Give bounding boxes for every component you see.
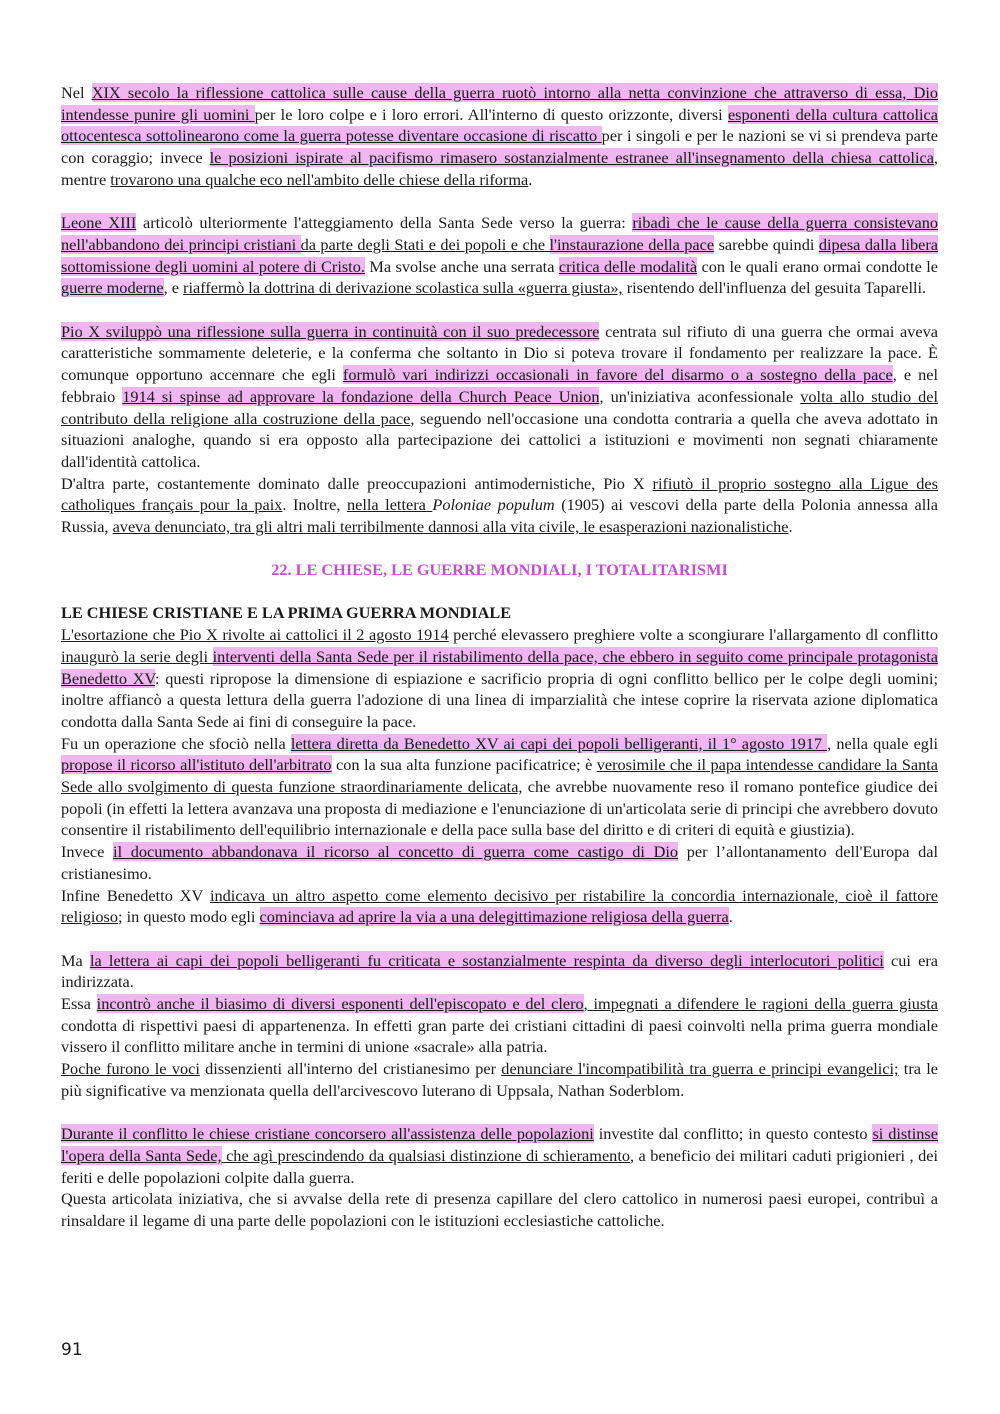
highlighted-underlined-text: formulò vari indirizzi occasionali in favore del disarmo o a sostegno della pace — [342, 365, 893, 385]
highlighted-underlined-text: interventi della Santa Sede per il ristabilimento della pace, che ebbero in seguito come principale protagonista Benedetto XV — [61, 646, 938, 688]
paragraph-iniziativa: Questa articolata iniziativa, che si avvalse della rete di presenza capillare del clero cattolico in numerosi paesi europei, contribuì a rinsaldare il legame di una parte delle popolazioni con le istituzioni ecclesiastiche cattoliche. — [61, 1189, 938, 1231]
paragraph-biasimo: Essa incontrò anche il biasimo di diversi esponenti dell'episcopato e del clero, impegnati a difendere le ragioni della guerra giusta condotta di rispettivi paesi di appartenenza. In effetti gran parte dei cristiani cittadini di paesi coinvolti nella prima guerra mondiale vissero il conflitto militare anche in termini di unione «sacrale» alla patria. — [61, 994, 938, 1057]
italic-text: Poloniae populum — [432, 495, 555, 515]
highlighted-underlined-text: esponenti della cultura cattolica ottocentesca sottolinearono come la guerra potesse diventare occasione di riscatto — [61, 104, 939, 146]
underlined-text: , impegnati a difendere le ragioni della guerra giusta — [583, 994, 938, 1014]
highlighted-underlined-text: l'instaurazione della pace — [549, 234, 715, 254]
paragraph-voci-dissenzienti: Poche furono le voci dissenzienti all'interno del cristianesimo per denunciare l'incompatibilità tra guerra e principi evangelici; tra le più significative va menzionata quella dell'arcivescovo luterano di Uppsala, Nathan Soderblom. — [61, 1059, 939, 1100]
highlighted-underlined-text: propose il ricorso all'istituto dell'arbitrato — [61, 755, 332, 775]
highlighted-underlined-text: la lettera ai capi dei popoli belligeranti fu criticata e sostanzialmente respinta da diverso degli interlocutori politici — [89, 950, 884, 970]
highlighted-underlined-text: critica delle modalità — [558, 256, 698, 276]
paragraph-esortazione: L'esortazione che Pio X rivolte ai cattolici il 2 agosto 1914 perché elevassero preghiere volte a scongiurare l'allargamento dl conflitto inaugurò la serie degli interventi della Santa Sede per il ristabilimento della pace, che ebbero in seguito come principale protagonista Benedetto XV: questi ripropose la dimensione di espiazione e sacrificio propria di ogni conflitto bellico per le colpe degli uomini; inoltre affiancò a questa lettura della guerra l'adozione di una linea di imparzialità che intese coprire la riservata azione diplomatica condotta dalla Santa Sede ai fini di conseguire la pace. — [61, 625, 938, 731]
paragraph-xix-century: Nel XIX secolo la riflessione cattolica sulle cause della guerra ruotò intorno alla netta convinzione che attraverso di essa, Dio intendesse punire gli uomini per le loro colpe e i loro errori. All'interno di questo orizzonte, diversi esponenti della cultura cattolica ottocentesca sottolinearono come la guerra potesse diventare occasione di riscatto per i singoli e per le nazioni se vi si prendeva parte con coraggio; invece le posizioni ispirate al pacifismo rimasero sostanzialmente estranee all'insegnamento della chiesa cattolica, mentre trovarono una qualche eco nell'ambito delle chiese della riforma. — [61, 83, 939, 189]
highlighted-underlined-text: lettera diretta da Benedetto XV ai capi dei popoli belligeranti, il 1° agosto 1917 — [290, 733, 828, 753]
underlined-text: rifiutò il proprio sostegno alla Ligue des catholiques français pour la paix — [61, 473, 938, 515]
highlighted-underlined-text: le posizioni ispirate al pacifismo rimasero sostanzialmente estranee all'insegnamento della chiesa cattolica — [209, 148, 934, 168]
underlined-text: riaffermò la dottrina di derivazione scolastica sulla «guerra giusta», — [183, 278, 623, 298]
underlined-text: aveva denunciato, tra gli altri mali terribilmente dannosi alla vita civile, le esasperazioni nazionalistiche — [112, 517, 789, 537]
paragraph-lettera-respinta: Ma la lettera ai capi dei popoli belligeranti fu criticata e sostanzialmente respinta da diverso degli interlocutori politici cui era indirizzata. — [61, 950, 938, 992]
highlighted-underlined-text: cominciava ad aprire la via a una delegittimazione religiosa della guerra — [259, 907, 729, 927]
highlighted-underlined-text: Durante il conflitto le chiese cristiane concorsero all'assistenza delle popolazioni — [61, 1124, 594, 1144]
underlined-text: inaugurò la serie degli — [61, 646, 213, 666]
paragraph-assistenza: Durante il conflitto le chiese cristiane concorsero all'assistenza delle popolazioni investite dal conflitto; in questo contesto si distinse l'opera della Santa Sede, che agì prescindendo da qualsiasi distinzione di schieramento, a beneficio dei militari caduti prigionieri , dei feriti e delle popolazioni colpite dalla guerra. — [61, 1124, 938, 1187]
underlined-text: Poche furono le voci — [61, 1059, 200, 1079]
underlined-text: che agì prescindendo da qualsiasi distinzione di schieramento — [221, 1145, 630, 1165]
highlighted-underlined-text: si distinse l'opera della Santa Sede, — [61, 1124, 938, 1165]
paragraph-fattore-religioso: Infine Benedetto XV indicava un altro aspetto come elemento decisivo per ristabilire la concordia internazionale, cioè il fattore religioso; in questo modo egli cominciava ad aprire la via a una delegittimazione religiosa della guerra. — [61, 885, 938, 927]
underlined-text: nella lettera — [347, 495, 433, 515]
highlighted-underlined-text: XIX secolo la riflessione cattolica sulle cause della guerra ruotò intorno alla netta convinzione che attraverso di essa, Dio intendesse punire gli uomini — [61, 83, 938, 124]
underlined-text: verosimile che il papa intendesse candidare la Santa Sede allo svolgimento di questa funzione straordinariamente delicata, — [61, 755, 939, 797]
page-number: 91 — [61, 1340, 83, 1360]
underlined-text: trovarono una qualche eco nell'ambito delle chiese della riforma — [110, 169, 529, 189]
document-body — [61, 82, 938, 1232]
paragraph-leone-xiii: Leone XIII articolò ulteriormente l'atteggiamento della Santa Sede verso la guerra: ribadì che le cause della guerra consistevano nell'abbandono dei principi cristiani da parte degli Stati e dei popoli e che l'instaurazione della pace sarebbe quindi dipesa dalla libera sottomissione degli uomini al potere di Cristo. Ma svolse anche una serrata critica delle modalità con le quali erano ormai condotte le guerre moderne, e riaffermò la dottrina di derivazione scolastica sulla «guerra giusta», risentendo dell'influenza del gesuita Taparelli. — [61, 213, 939, 298]
highlighted-underlined-text: dipesa dalla libera sottomissione degli uomini al potere di Cristo. — [61, 234, 939, 276]
highlighted-underlined-text: il documento abbandonava il ricorso al concetto di guerra come castigo di Dio — [113, 842, 679, 862]
paragraph-lettera-1917: Fu un operazione che sfociò nella lettera diretta da Benedetto XV ai capi dei popoli belligeranti, il 1° agosto 1917 , nella quale egli propose il ricorso all'istituto dell'arbitrato con la sua alta funzione pacificatrice; è verosimile che il papa intendesse candidare la Santa Sede allo svolgimento di questa funzione straordinariamente delicata, che avrebbe nuovamente reso il romano pontefice giudice dei popoli (in effetti la lettera avanzava una proposta di mediazione e l'enunciazione di un'articolata serie di principi che avrebbero dovuto consentire il ristabilimento dell'equilibrio internazionale e della pace sulla base del diritto e di criteri di equità e giustizia). — [61, 733, 939, 840]
highlighted-underlined-text: incontrò anche il biasimo di diversi esponenti dell'episcopato e del clero — [96, 994, 584, 1014]
paragraph-castigo: Invece il documento abbandonava il ricorso al concetto di guerra come castigo di Dio per l’allontanamento dell'Europa dal cristianesimo. — [61, 842, 939, 883]
highlighted-underlined-text: 1914 si spinse ad approvare la fondazione della Church Peace Union — [122, 386, 600, 406]
section-title: 22. LE CHIESE, LE GUERRE MONDIALI, I TOTALITARISMI — [271, 559, 728, 579]
highlighted-underlined-text: guerre moderne — [61, 278, 164, 298]
underlined-text: L'esortazione che Pio X rivolte ai cattolici il 2 agosto 1914 — [61, 625, 449, 645]
underlined-text: indicava un altro aspetto come elemento decisivo per ristabilire la concordia internazionale, cioè il fattore religioso — [61, 885, 938, 927]
highlighted-underlined-text: ribadì che le cause della guerra consistevano nell'abbandono dei principi cristiani — [61, 213, 938, 254]
paragraph-pio-x: Pio X sviluppò una riflessione sulla guerra in continuità con il suo predecessore centrata sul rifiuto di una guerra che ormai aveva caratteristiche sommamente deleterie, e la conferma che soltanto in Dio si poteva trovare il fondamento per realizzare la pace. È comunque opportuno accennare che egli formulò vari indirizzi occasionali in favore del disarmo o a sostegno della pace, e nel febbraio 1914 si spinse ad approvare la fondazione della Church Peace Union, un'iniziativa aconfessionale volta allo studio del contributo della religione alla costruzione della pace, seguendo nell'occasione una condotta contraria a quella che aveva adottato in situazioni analoghe, quando si era opposto alla partecipazione dei cattolici a istituzioni e movimenti non segnati chiaramente dall'identità cattolica. — [61, 321, 939, 471]
highlighted-underlined-text: Leone XIII — [61, 213, 137, 233]
paragraph-pio-x-antimodernism: D'altra parte, costantemente dominato dalle preoccupazioni antimodernistiche, Pio X rifiutò il proprio sostegno alla Ligue des catholiques français pour la paix. Inoltre, nella lettera Poloniae populum (1905) ai vescovi della parte della Polonia annessa alla Russia, aveva denunciato, tra gli altri mali terribilmente dannosi alla vita civile, le esasperazioni nazionalistiche. — [61, 473, 938, 537]
highlighted-underlined-text: Pio X sviluppò una riflessione sulla guerra in continuità con il suo predecessore — [61, 321, 600, 341]
underlined-text: da parte degli Stati e dei popoli e che — [300, 234, 550, 254]
underlined-text: volta allo studio del contributo della religione alla costruzione della pace — [61, 386, 939, 428]
underlined-text: denunciare l'incompatibilità tra guerra e principi evangelici; — [501, 1059, 899, 1079]
subheading: LE CHIESE CRISTIANE E LA PRIMA GUERRA MONDIALE — [61, 603, 512, 623]
